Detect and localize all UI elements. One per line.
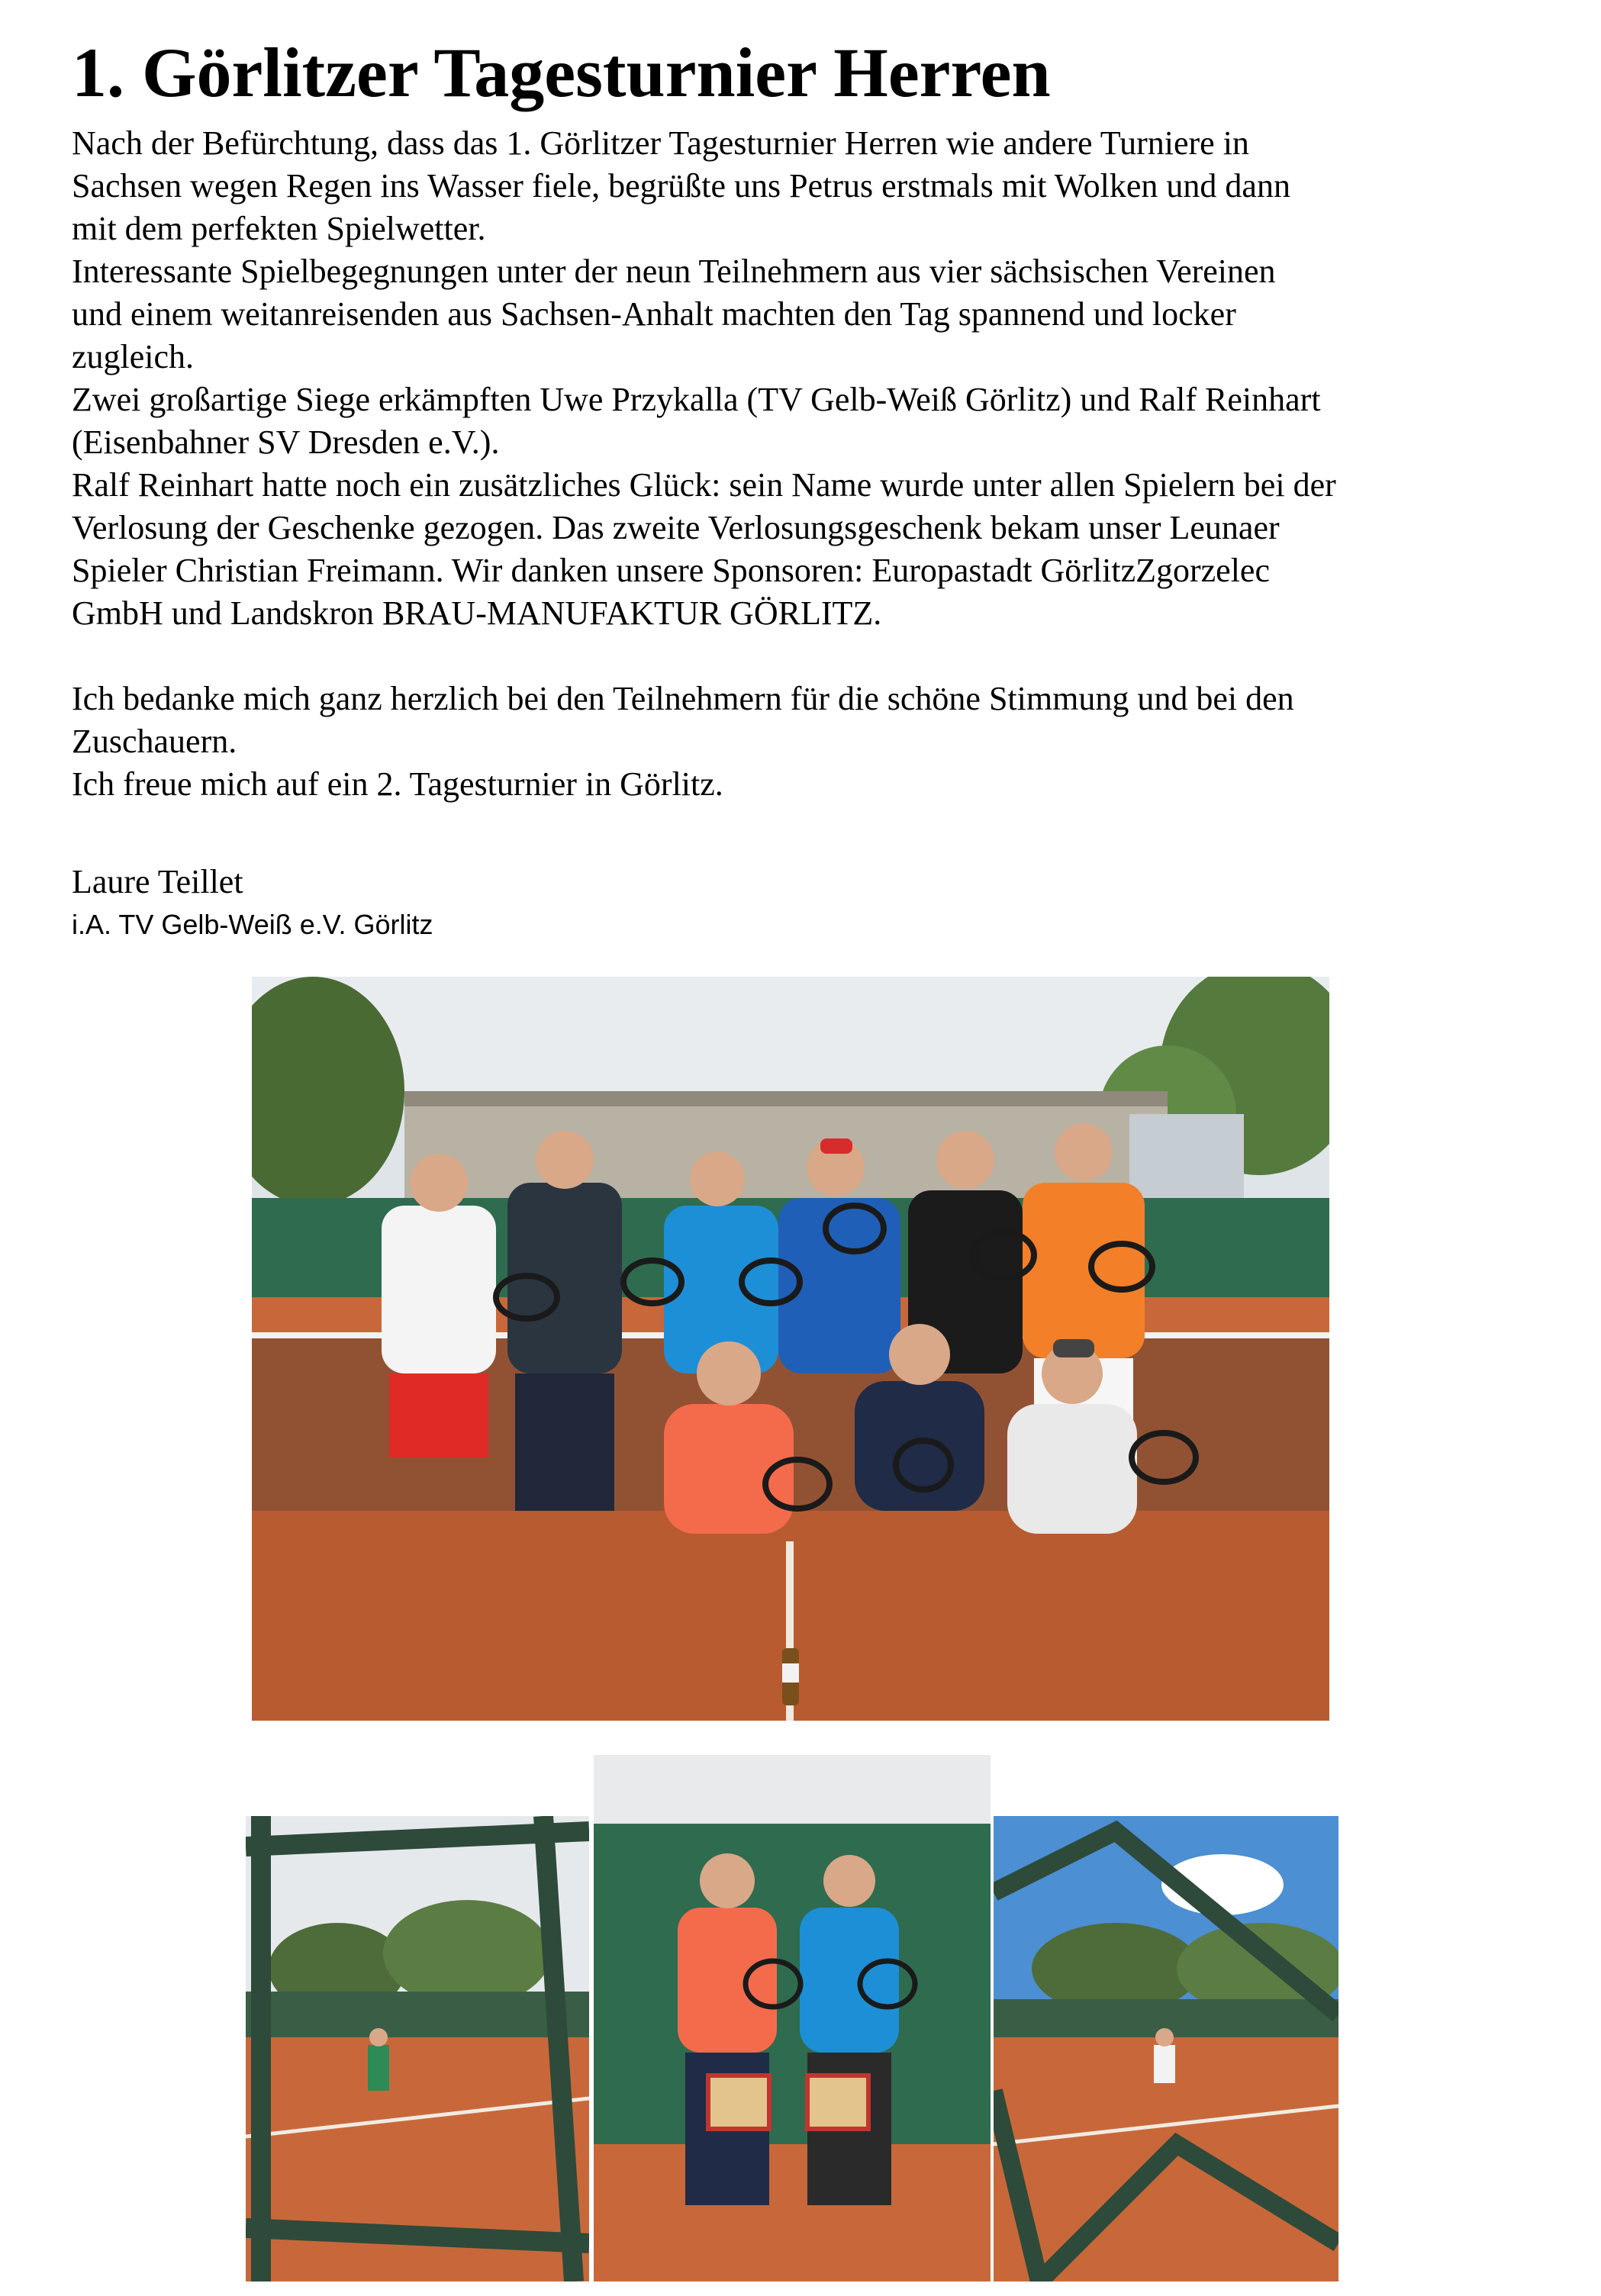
court-photo-right	[994, 1816, 1338, 2282]
text-line: Zwei großartige Siege erkämpften Uwe Przykalla (TV Gelb-Weiß Görlitz) und Ralf Reinhart	[72, 381, 1321, 418]
author-organization: i.A. TV Gelb-Weiß e.V. Görlitz	[72, 909, 433, 940]
text-line: Nach der Befürchtung, dass das 1. Görlitzer Tagesturnier Herren wie andere Turniere in	[72, 124, 1249, 162]
article-body	[72, 122, 1567, 806]
text-line: Spieler Christian Freimann. Wir danken unsere Sponsoren: Europastadt GörlitzZgorzelec	[72, 552, 1270, 589]
text-line: Ich freue mich auf ein 2. Tagesturnier in Görlitz.	[72, 765, 723, 803]
page-title: 1. Görlitzer Tagesturnier Herren	[72, 34, 1051, 111]
court-through-fence-photo-icon	[994, 1816, 1338, 2282]
text-line: Interessante Spielbegegnungen unter der neun Teilnehmern aus vier sächsischen Vereinen	[72, 253, 1276, 290]
text-line: Sachsen wegen Regen ins Wasser fiele, begrüßte uns Petrus erstmals mit Wolken und dann	[72, 167, 1290, 204]
paragraph-spacer	[72, 635, 1567, 678]
text-line: mit dem perfekten Spielwetter.	[72, 210, 486, 247]
winners-photo	[594, 1755, 991, 2282]
text-line: Ich bedanke mich ganz herzlich bei den Teilnehmern für die schöne Stimmung und bei den	[72, 680, 1294, 717]
winners-photo-icon	[594, 1755, 991, 2282]
author-name: Laure Teillet	[72, 863, 243, 900]
text-line: Zuschauern.	[72, 723, 237, 760]
text-line: Ralf Reinhart hatte noch ein zusätzliches Glück: sein Name wurde unter allen Spielern bei der	[72, 466, 1336, 504]
group-photo-icon	[252, 977, 1329, 1721]
text-line: zugleich.	[72, 338, 195, 375]
court-photo-left	[246, 1816, 589, 2282]
group-photo	[252, 977, 1329, 1721]
text-line: GmbH und Landskron BRAU-MANUFAKTUR GÖRLITZ.	[72, 594, 882, 632]
text-line: Verlosung der Geschenke gezogen. Das zweite Verlosungsgeschenk bekam unser Leunaer	[72, 509, 1280, 546]
court-through-fence-photo-icon	[246, 1816, 589, 2282]
text-line: (Eisenbahner SV Dresden e.V.).	[72, 423, 500, 461]
text-line: und einem weitanreisenden aus Sachsen-Anhalt machten den Tag spannend und locker	[72, 295, 1236, 333]
